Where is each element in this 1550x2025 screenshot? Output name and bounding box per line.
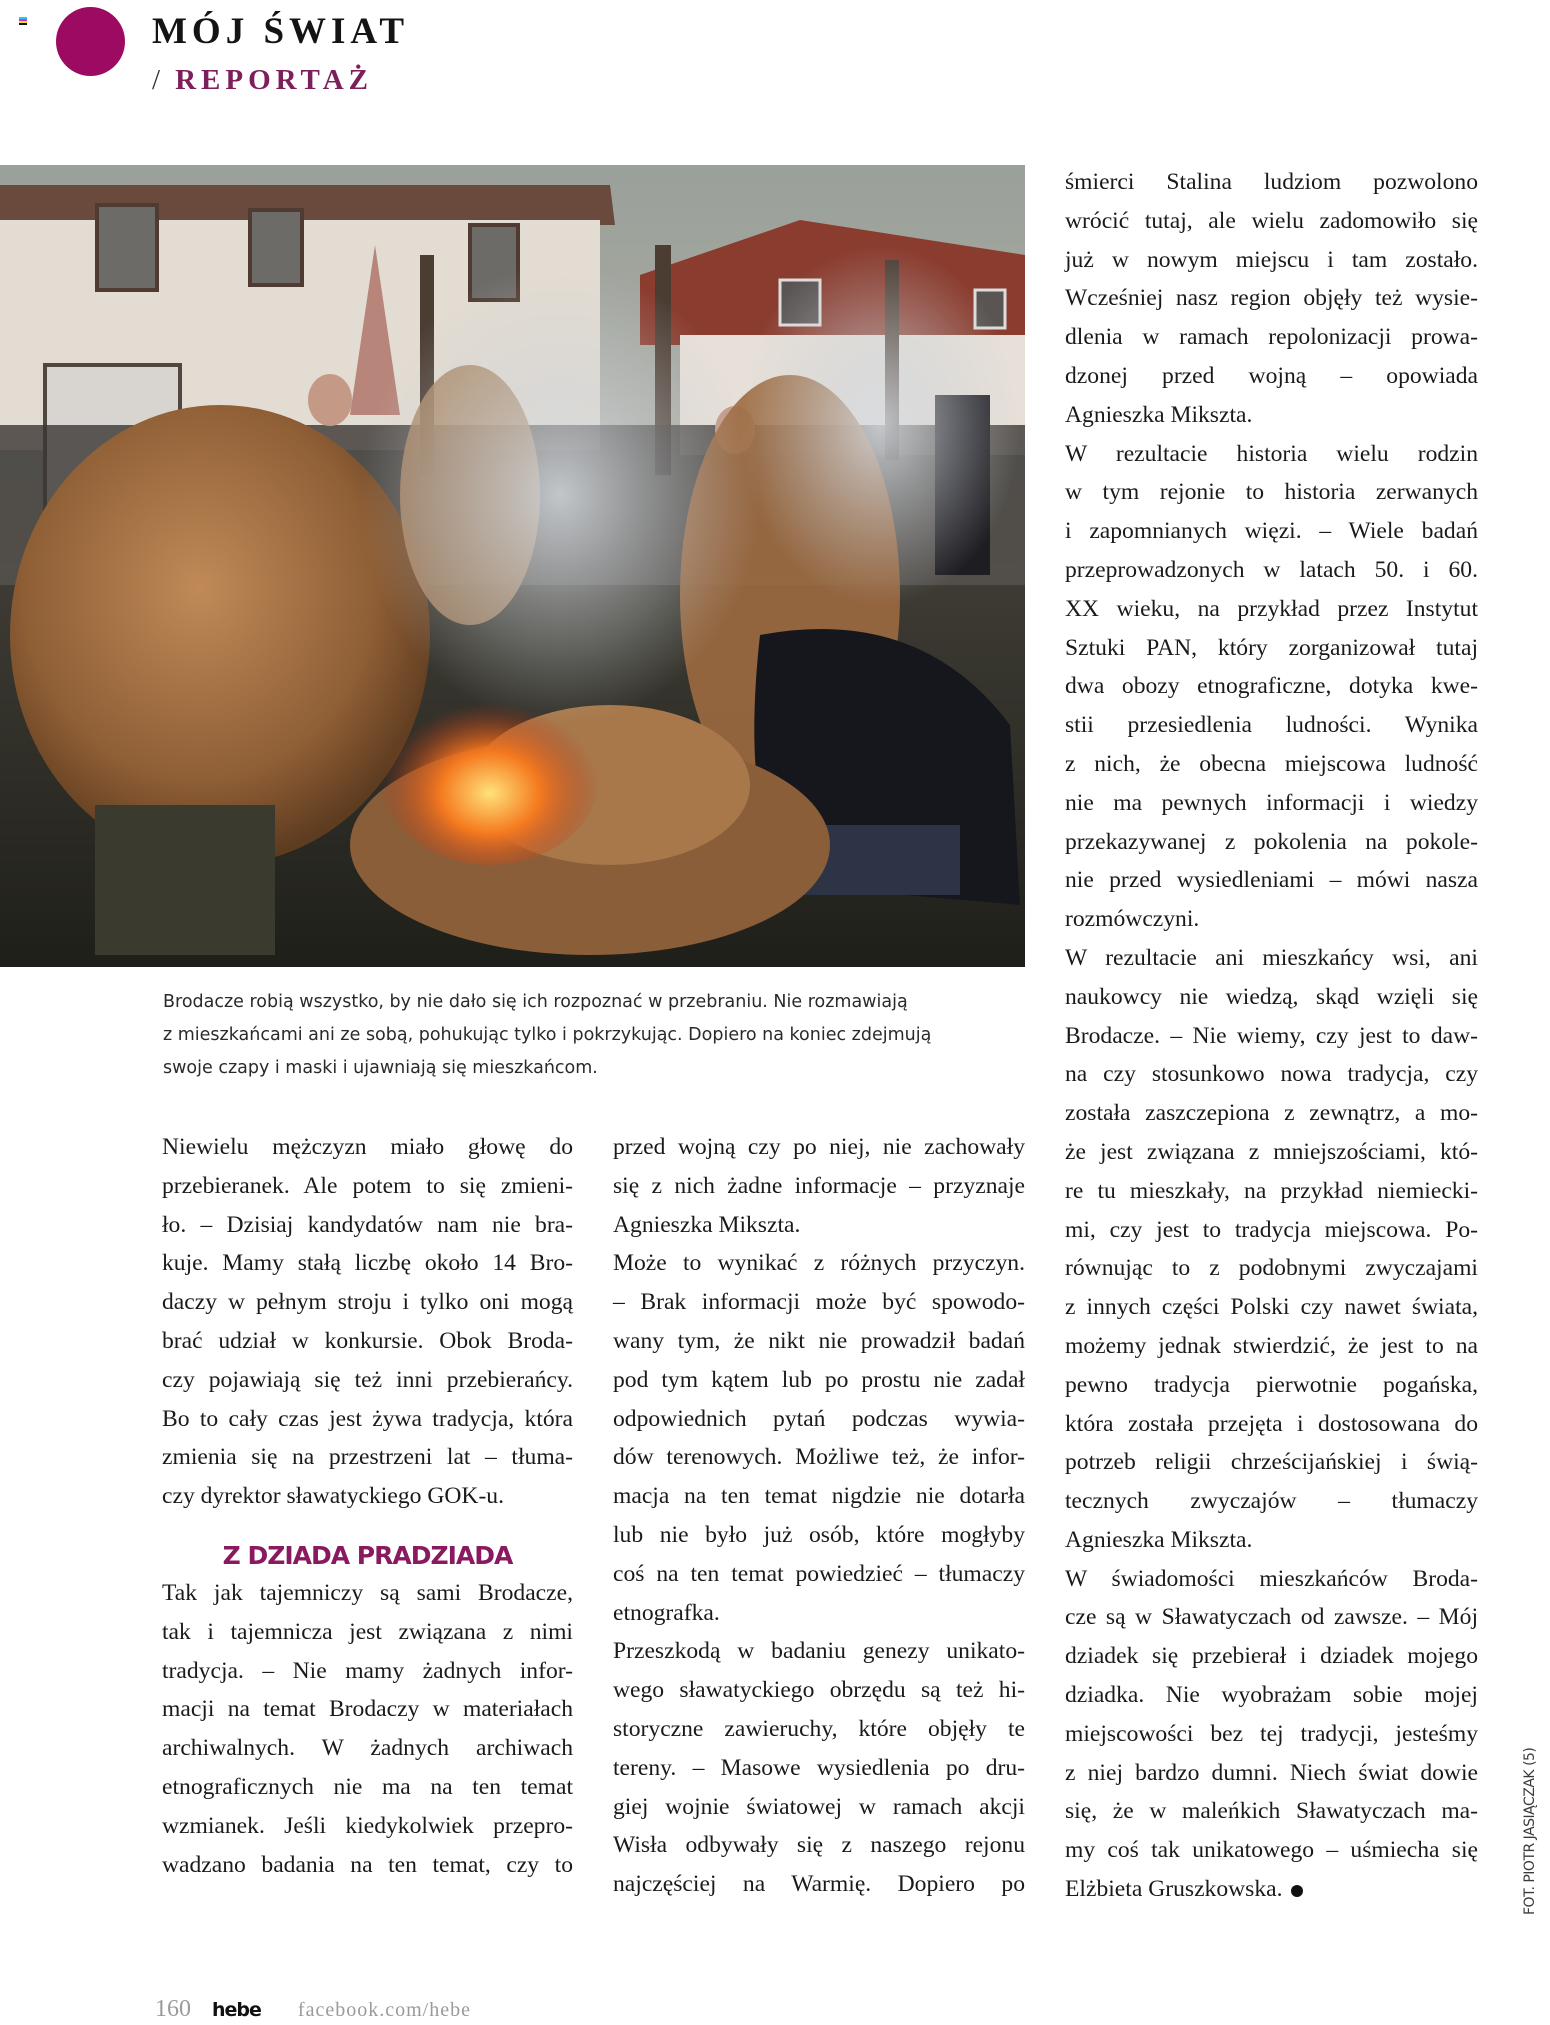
- text-line: storyczne zawieruchy, które objęły te: [613, 1715, 1025, 1742]
- text-line: naukowcy nie wiedzą, skąd wzięli się: [1065, 983, 1478, 1010]
- text-line: re tu mieszkały, na przykład niemiecki-: [1065, 1177, 1478, 1204]
- text-line-final: [1065, 1870, 1478, 1909]
- text-line: daczy w pełnym stroju i tylko oni mogą: [162, 1289, 573, 1316]
- text-line: tecznych zwyczajów – tłumaczy: [1065, 1488, 1478, 1515]
- section-subtitle: [152, 64, 373, 97]
- text-line: dlenia w ramach repolonizacji prowa-: [1065, 324, 1478, 351]
- article-column-1: [162, 1128, 573, 1884]
- section-dot-icon: [56, 7, 125, 76]
- caption-line: swoje czapy i maski i ujawniają się mieszkańcom.: [163, 1058, 598, 1078]
- page-number: 160: [155, 1996, 191, 2022]
- text-line: dów terenowych. Możliwe też, że infor-: [613, 1444, 1025, 1471]
- text-line: Agnieszka Mikszta.: [1065, 401, 1253, 428]
- text-line: dwa obozy etnograficzne, dotyka kwe-: [1065, 673, 1478, 700]
- text-line: przebieranek. Ale potem to się zmieni-: [162, 1172, 573, 1199]
- section-slash: /: [152, 64, 166, 96]
- text-line: cze są w Sławatyczach od zawsze. – Mój: [1065, 1604, 1478, 1631]
- text-line: możemy jednak stwierdzić, że jest to na: [1065, 1332, 1478, 1359]
- text-line: najczęściej na Warmię. Dopiero po: [613, 1871, 1025, 1898]
- photo-caption: [163, 986, 1013, 1085]
- text-line: potrzeb religii chrześcijańskiej i świą-: [1065, 1449, 1478, 1476]
- text-line: z innych części Polski czy nawet świata,: [1065, 1294, 1478, 1321]
- text-line: stii przesiedlenia ludności. Wynika: [1065, 712, 1478, 739]
- text-line: pewno tradycja pierwotnie pogańska,: [1065, 1371, 1478, 1398]
- photo-credit: FOT. PIOTR JASIĄCZAK (5): [1522, 1747, 1538, 1915]
- registration-mark: [19, 17, 27, 25]
- caption-line: z mieszkańcami ani ze sobą, pohukując tylko i pokrzykując. Dopiero na koniec zdejmują: [163, 1025, 932, 1045]
- text-line: z nich, że obecna miejscowa ludność: [1065, 750, 1478, 777]
- text-line: macji na temat Brodaczy w materiałach: [162, 1696, 573, 1723]
- text-line: że jest związana z mniejszościami, któ-: [1065, 1138, 1478, 1165]
- text-line: Wcześniej nasz region objęły też wysie-: [1065, 285, 1478, 312]
- text-line: tak i tajemnicza jest związana z nimi: [162, 1618, 573, 1645]
- bonfire-photo-image: [0, 165, 1025, 967]
- end-of-article-bullet-icon: [1291, 1885, 1303, 1897]
- text-line: W rezultacie ani mieszkańcy wsi, ani: [1065, 944, 1478, 971]
- reg-black: [19, 23, 27, 25]
- text-line: rozmówczyni.: [1065, 906, 1200, 933]
- section-sub-label: REPORTAŻ: [175, 64, 374, 96]
- text-line: Może to wynikać z różnych przyczyn.: [613, 1250, 1025, 1277]
- text-line: – Brak informacji może być spowodo-: [613, 1289, 1025, 1316]
- text-line: w tym rejonie to historia zerwanych: [1065, 479, 1478, 506]
- text-line: wzmianek. Jeśli kiedykolwiek przepro-: [162, 1812, 573, 1839]
- text-line: Agnieszka Mikszta.: [1065, 1526, 1253, 1553]
- text-line: lub nie było już osób, które mogłyby: [613, 1521, 1025, 1548]
- text-line: wrócić tutaj, ale wielu zadomowiło się: [1065, 207, 1478, 234]
- text-line: przed wojną czy po niej, nie zachowały: [613, 1134, 1025, 1160]
- text-line: tradycja. – Nie mamy żadnych infor-: [162, 1657, 573, 1684]
- magazine-brand: hebe: [212, 1999, 261, 2021]
- text-line: z niej bardzo dumni. Niech świat dowie: [1065, 1759, 1478, 1786]
- text-line: my coś tak unikatowego – uśmiecha się: [1065, 1837, 1478, 1864]
- section-subheading: Z DZIADA PRADZIADA: [222, 1540, 513, 1570]
- text-line: giej wojnie światowej w ramach akcji: [613, 1793, 1025, 1820]
- caption-line: Brodacze robią wszystko, by nie dało się ich rozpoznać w przebraniu. Nie rozmawiają: [163, 992, 908, 1012]
- text-line: coś na ten temat powiedzieć – tłumaczy: [613, 1560, 1025, 1587]
- text-line: tereny. – Masowe wysiedlenia po dru-: [613, 1754, 1025, 1781]
- text-line: Niewielu mężczyzn miało głowę do: [162, 1134, 573, 1160]
- text-line: Bo to cały czas jest żywa tradycja, która: [162, 1405, 573, 1432]
- text-line: Agnieszka Mikszta.: [613, 1211, 801, 1238]
- text-line: odpowiednich pytań podczas wywia-: [613, 1405, 1025, 1432]
- text-line: i zapomnianych więzi. – Wiele badań: [1065, 518, 1478, 545]
- text-line: Tak jak tajemniczy są sami Brodacze,: [162, 1579, 573, 1606]
- text-line: brać udział w konkursie. Obok Broda-: [162, 1327, 573, 1354]
- text-line: Brodacze. – Nie wiemy, czy jest to daw-: [1065, 1022, 1478, 1049]
- article-column-3: [1065, 163, 1478, 1909]
- text-line: pod tym kątem lub po prostu nie zadał: [613, 1366, 1025, 1393]
- text-line: miejscowości bez tej tradycji, jesteśmy: [1065, 1720, 1478, 1747]
- text-line: Elżbieta Gruszkowska.: [1065, 1876, 1283, 1903]
- text-line: nie ma pewnych informacji i wiedzy: [1065, 789, 1478, 816]
- text-line: W świadomości mieszkańców Broda-: [1065, 1565, 1478, 1592]
- text-line: mi, czy jest to tradycja miejscowa. Po-: [1065, 1216, 1478, 1243]
- section-title: MÓJ ŚWIAT: [152, 11, 410, 52]
- text-line: przekazywanej z pokolenia na pokole-: [1065, 828, 1478, 855]
- text-line: etnograficznych nie ma na ten temat: [162, 1773, 573, 1800]
- text-line: dzonej przed wojną – opowiada: [1065, 362, 1478, 389]
- text-line: śmierci Stalina ludziom pozwolono: [1065, 169, 1478, 195]
- text-line: się z nich żadne informacje – przyznaje: [613, 1172, 1025, 1199]
- text-line: wadzano badania na ten temat, czy to: [162, 1851, 573, 1878]
- text-line: kuje. Mamy stałą liczbę około 14 Bro-: [162, 1250, 573, 1277]
- text-line: macja na ten temat nigdzie nie dotarła: [613, 1483, 1025, 1510]
- text-line: przeprowadzonych w latach 50. i 60.: [1065, 556, 1478, 583]
- text-line: równując to z podobnymi zwyczajami: [1065, 1255, 1478, 1282]
- text-line: została zaszczepiona z zewnątrz, a mo-: [1065, 1100, 1478, 1127]
- text-line: się, że w maleńkich Sławatyczach ma-: [1065, 1798, 1478, 1825]
- text-line: nie przed wysiedleniami – mówi nasza: [1065, 867, 1478, 894]
- text-line: która została przejęta i dostosowana do: [1065, 1410, 1478, 1437]
- text-line: archiwalnych. W żadnych archiwach: [162, 1735, 573, 1762]
- text-line: etnografka.: [613, 1599, 720, 1626]
- text-line: wego sławatyckiego obrzędu są też hi-: [613, 1677, 1025, 1704]
- facebook-link[interactable]: facebook.com/hebe: [297, 1999, 471, 2021]
- text-line: czy pojawiają się też inni przebierańcy.: [162, 1366, 573, 1393]
- text-line: czy dyrektor sławatyckiego GOK-u.: [162, 1483, 504, 1510]
- article-column-2: [613, 1128, 1025, 1904]
- text-line: zmienia się na przestrzeni lat – tłuma-: [162, 1444, 573, 1471]
- page-footer: [155, 1996, 471, 2023]
- text-line: Przeszkodą w badaniu genezy unikato-: [613, 1638, 1025, 1665]
- text-line: dziadka. Nie wyobrażam sobie mojej: [1065, 1682, 1478, 1709]
- text-line: wany tym, że nikt nie prowadził badań: [613, 1327, 1025, 1354]
- text-line: XX wieku, na przykład przez Instytut: [1065, 595, 1478, 622]
- text-line: Wisła odbywały się z naszego rejonu: [613, 1832, 1025, 1859]
- text-line: już w nowym miejscu i tam zostało.: [1065, 246, 1478, 273]
- article-photo: [0, 165, 1025, 967]
- text-line: na czy stosunkowo nowa tradycja, czy: [1065, 1061, 1478, 1088]
- text-line: dziadek się przebierał i dziadek mojego: [1065, 1643, 1478, 1670]
- text-line: Sztuki PAN, który zorganizował tutaj: [1065, 634, 1478, 661]
- text-line: ło. – Dzisiaj kandydatów nam nie bra-: [162, 1211, 573, 1238]
- text-line: W rezultacie historia wielu rodzin: [1065, 440, 1478, 467]
